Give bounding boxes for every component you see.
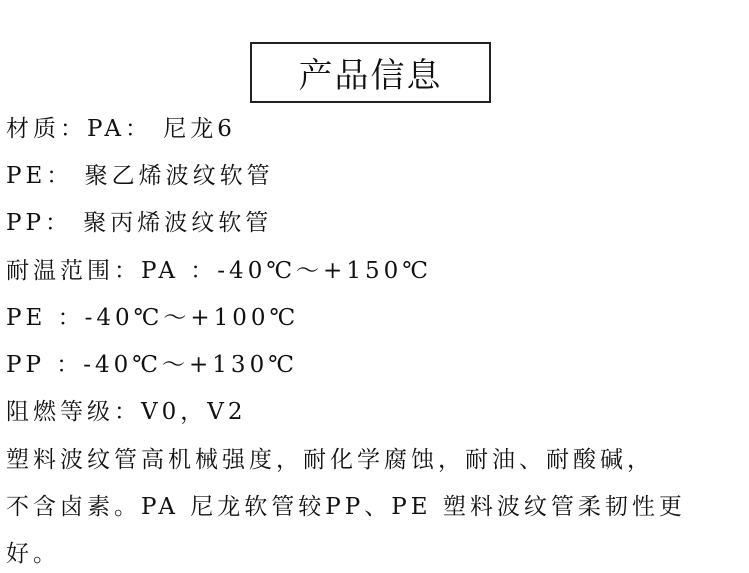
flame-rating-line: 阻燃等级：V0，V2 bbox=[6, 399, 247, 425]
pp-material-line: PP： 聚丙烯波纹软管 bbox=[6, 210, 273, 236]
pe-temperature-line: PE ：-40℃～+100℃ bbox=[6, 305, 300, 331]
description-line-1: 塑料波纹管高机械强度，耐化学腐蚀，耐油、耐酸碱， bbox=[6, 447, 654, 473]
material-line: 材质：PA： 尼龙6 bbox=[6, 116, 236, 142]
pe-material-line: PE： 聚乙烯波纹软管 bbox=[6, 163, 274, 189]
pp-temperature-line: PP ：-40℃～+130℃ bbox=[6, 352, 298, 378]
product-info-title: 产品信息 bbox=[250, 42, 491, 103]
temperature-range-line: 耐温范围：PA ：-40℃～+150℃ bbox=[6, 258, 432, 284]
description-line-3: 好。 bbox=[6, 541, 60, 567]
description-line-2: 不含卤素。PA 尼龙软管较PP、PE 塑料波纹管柔韧性更 bbox=[6, 494, 686, 520]
